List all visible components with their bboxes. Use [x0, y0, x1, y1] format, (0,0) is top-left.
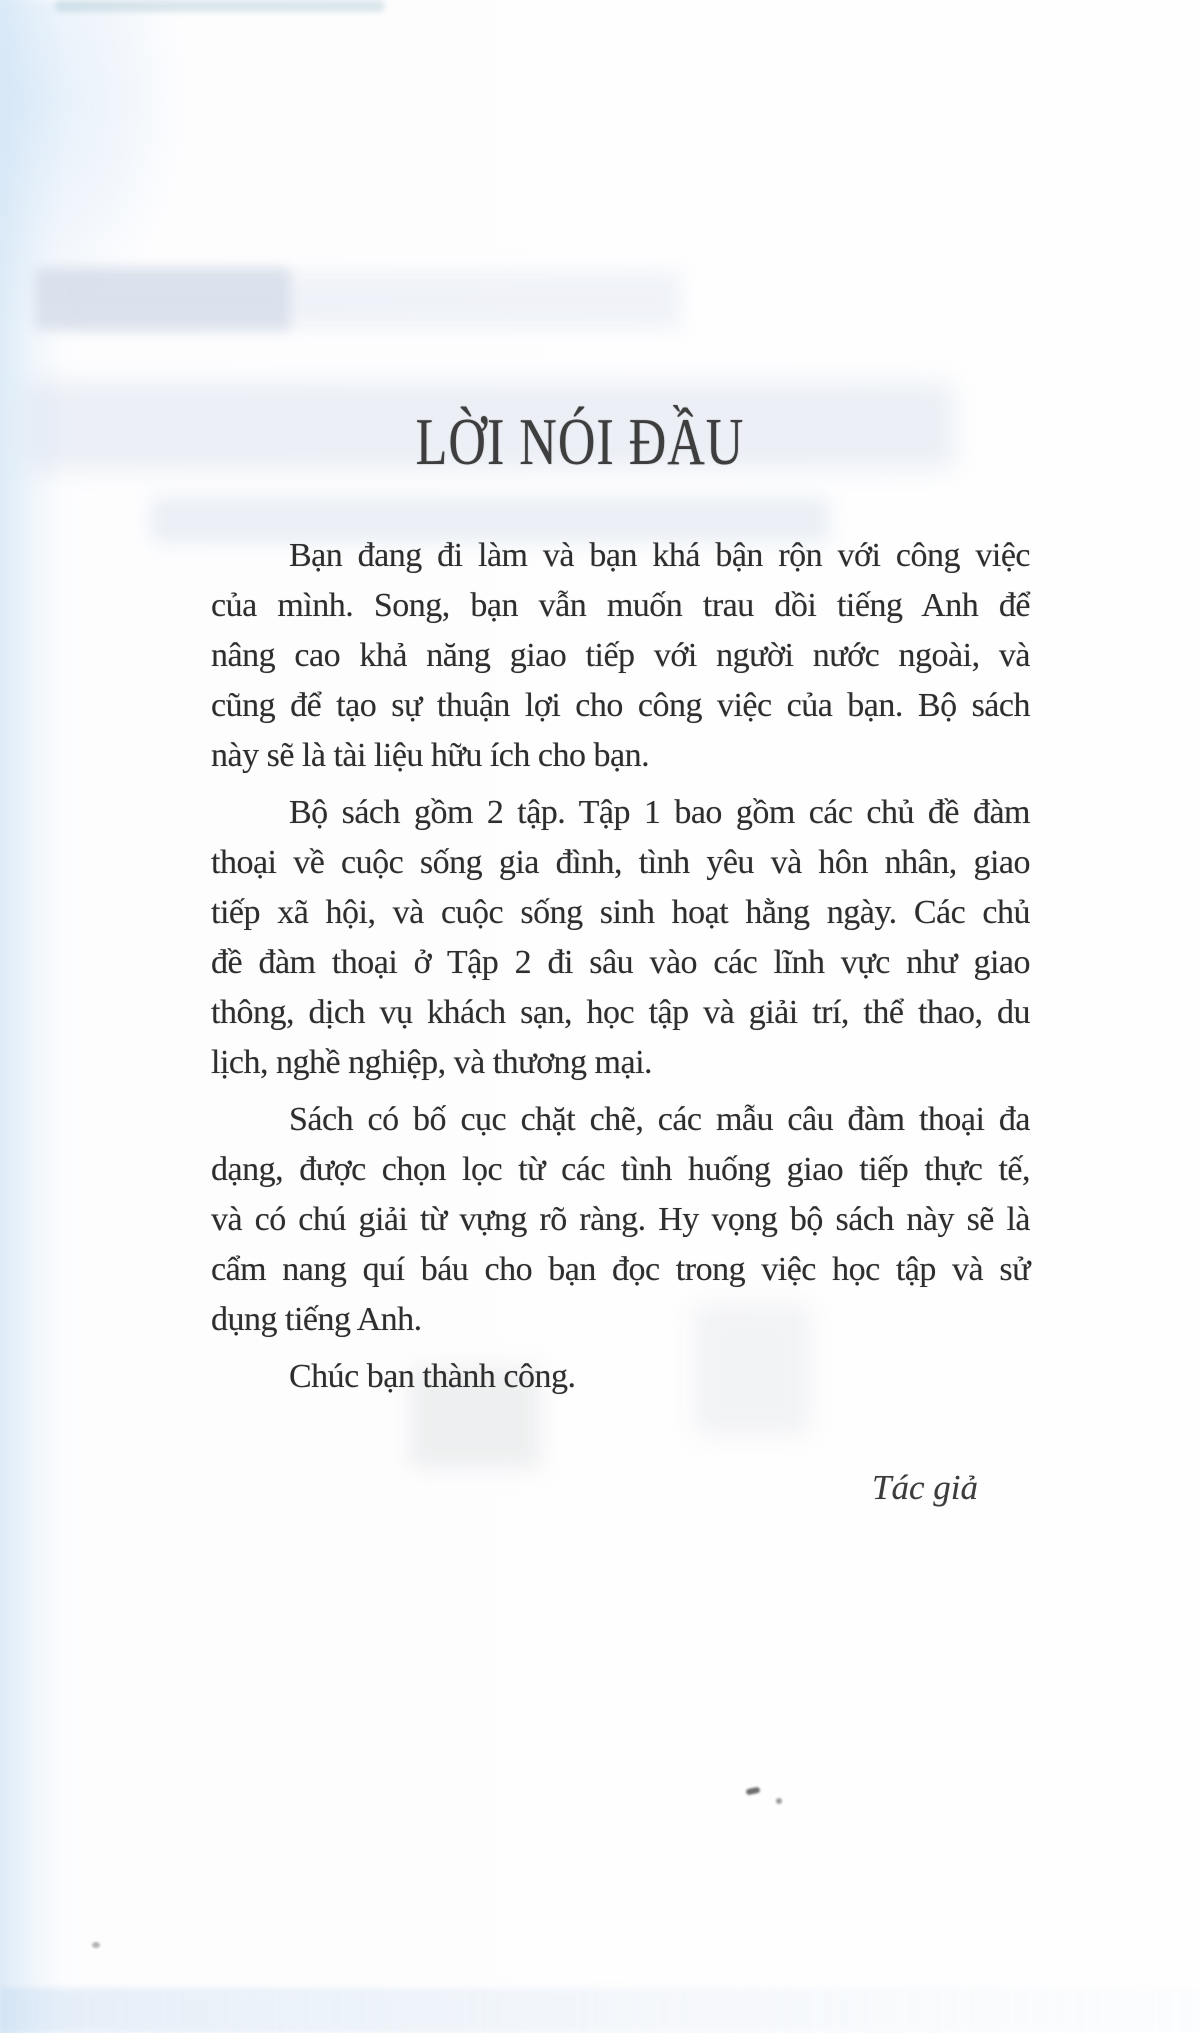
paragraph — [211, 1095, 1030, 1345]
ink-speck — [746, 1787, 761, 1796]
text-line: dụng tiếng Anh. — [211, 1301, 422, 1338]
text-line: Chúc bạn thành công. — [289, 1358, 576, 1395]
text-line: Sách có bố cục chặt chẽ, các mẫu câu đàm thoại đa — [289, 1101, 1030, 1138]
text-line: lịch, nghề nghiệp, và thương mại. — [211, 1044, 653, 1081]
text-line: đề đàm thoại ở Tập 2 đi sâu vào các lĩnh vực như giao — [211, 944, 1030, 981]
text-line: Bộ sách gồm 2 tập. Tập 1 bao gồm các chủ đề đàm — [289, 794, 1030, 831]
page-title: LỜI NÓI ĐẦU — [415, 406, 745, 480]
bleedthrough-section-band — [60, 272, 680, 328]
scan-top-smudge — [55, 0, 385, 12]
paragraph — [211, 531, 1030, 781]
text-line: này sẽ là tài liệu hữu ích cho bạn. — [211, 737, 650, 774]
text-line: dạng, được chọn lọc từ các tình huống giao tiếp thực tế, — [211, 1151, 1030, 1188]
text-line: Bạn đang đi làm và bạn khá bận rộn với công việc — [289, 537, 1030, 574]
scan-left-edge-shadow — [0, 0, 64, 2033]
bleedthrough-section-box — [35, 268, 290, 330]
scan-corner-shadow — [0, 0, 190, 330]
text-line: và có chú giải từ vựng rõ ràng. Hy vọng bộ sách này sẽ là — [211, 1201, 1030, 1238]
author-signature: Tác giả — [872, 1468, 978, 1507]
text-line: cũng để tạo sự thuận lợi cho công việc của bạn. Bộ sách — [211, 687, 1030, 724]
text-line: cẩm nang quí báu cho bạn đọc trong việc học tập và sử — [211, 1251, 1030, 1288]
scan-bottom-edge-shadow — [0, 1988, 1200, 2033]
ink-speck — [92, 1942, 100, 1948]
text-line: tiếp xã hội, và cuộc sống sinh hoạt hằng ngày. Các chủ — [211, 894, 1030, 931]
text-line: thoại về cuộc sống gia đình, tình yêu và hôn nhân, giao — [211, 844, 1030, 881]
body-text — [211, 531, 1030, 1402]
paragraph — [211, 1352, 1030, 1402]
text-line: của mình. Song, bạn vẫn muốn trau dồi tiếng Anh để — [211, 587, 1030, 624]
text-line: thông, dịch vụ khách sạn, học tập và giải trí, thể thao, du — [211, 994, 1030, 1031]
paragraph — [211, 788, 1030, 1088]
text-line: nâng cao khả năng giao tiếp với người nước ngoài, và — [211, 637, 1030, 674]
ink-speck — [776, 1798, 782, 1804]
